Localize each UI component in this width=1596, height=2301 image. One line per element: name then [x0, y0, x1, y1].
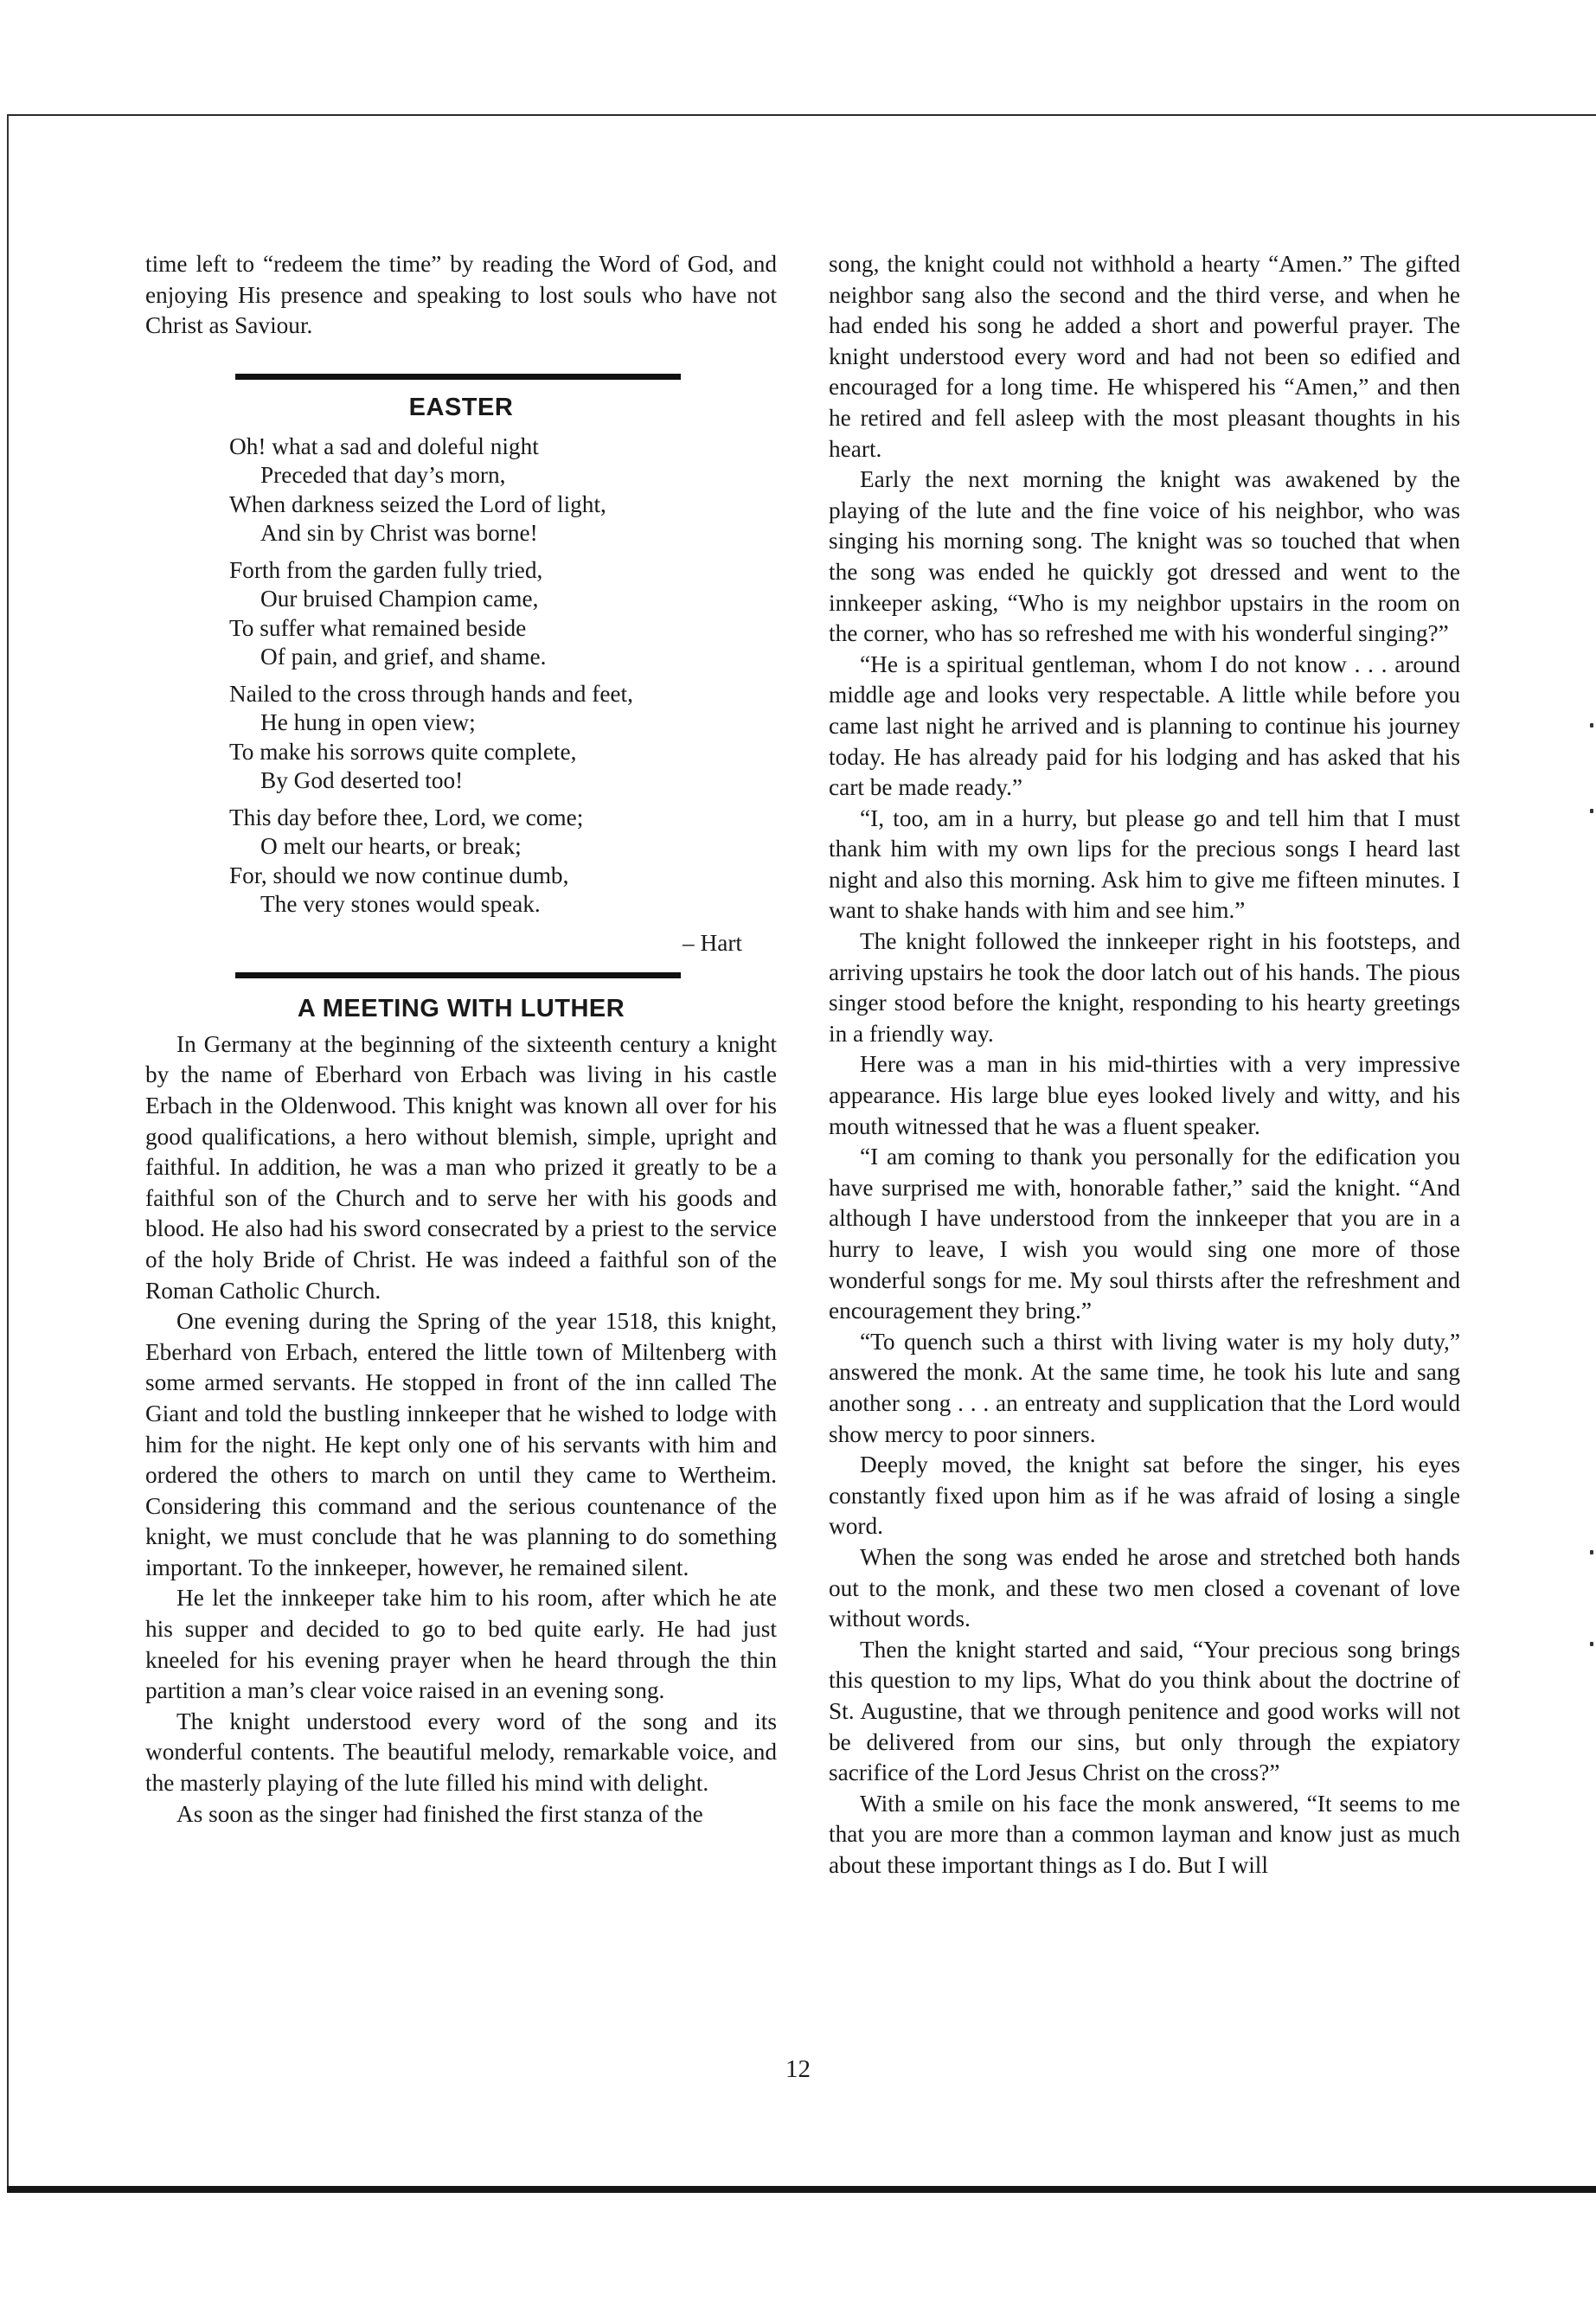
article-paragraph: With a smile on his face the monk answered, “It seems to me that you are more than a common layman and know just as much about these important things as I do. But I will [829, 1790, 1460, 1878]
poem [229, 433, 777, 920]
poem-line: O melt our hearts, or break; [260, 833, 522, 860]
scan-speck [1590, 809, 1593, 813]
article-paragraph: “He is a spiritual gentleman, whom I do not know . . . around middle age and looks very respectable. A little while before you came last night he arrived and is planning to continue his journey today. He has already paid for his lodging and has asked that his cart be made ready.” [829, 651, 1460, 801]
poem-line: Our bruised Champion came, [260, 586, 539, 612]
poem-line: To make his sorrows quite complete, [229, 738, 577, 765]
intro-paragraph: time left to “redeem the time” by reading the Word of God, and enjoying His presence and speaking to lost souls who have not Christ as Saviour. [145, 251, 777, 339]
poem-stanza [229, 433, 777, 548]
poem-title: EASTER [408, 393, 514, 421]
poem-attribution: – Hart [683, 929, 742, 956]
article-paragraph: In Germany at the beginning of the sixteenth century a knight by the name of Eberhard von Erbach was living in his castle Erbach in the Oldenwood. This knight was known all over for his good qualifications, a hero without blemish, simple, upright and faithful. In addition, he was a man who prized it greatly to be a faithful son of the Church and to serve her with his goods and blood. He also had his sword consecrated by a priest to the service of the holy Bride of Christ. He was indeed a faithful son of the Roman Catholic Church. [145, 1030, 777, 1304]
article-paragraph: song, the knight could not withhold a hearty “Amen.” The gifted neighbor sang also the second and the third verse, and when he had ended his song he added a short and powerful prayer. The knight understood every word and had not been so edified and encouraged for a long time. He whispered his “Amen,” and then he retired and fell asleep with the most pleasant thoughts in his heart. [829, 251, 1460, 462]
right-column [829, 249, 1460, 1881]
poem-line: For, should we now continue dumb, [229, 862, 569, 888]
article-paragraph: Here was a man in his mid-thirties with a very impressive appearance. His large blue eyes looked lively and witty, and his mouth witnessed that he was a fluent speaker. [829, 1051, 1460, 1139]
poem-line: This day before thee, Lord, we come; [229, 804, 584, 830]
article-paragraph: When the song was ended he arose and stretched both hands out to the monk, and these two men closed a covenant of love without words. [829, 1543, 1460, 1632]
article-paragraph: The knight understood every word of the song and its wonderful contents. The beautiful melody, remarkable voice, and the masterly playing of the lute filled his mind with delight. [145, 1708, 777, 1797]
article-paragraph: “To quench such a thirst with living water is my holy duty,” answered the monk. At the same time, he took his lute and sang another song . . . an entreaty and supplication that the Lord would show mercy to poor sinners. [829, 1328, 1460, 1447]
article-paragraph: One evening during the Spring of the year 1518, this knight, Eberhard von Erbach, entered the little town of Miltenberg with some armed servants. He stopped in front of the inn called The Giant and told the bustling innkeeper that he wished to lodge with him for the night. He kept only one of his servants with him and ordered the others to march on until they came to Wertheim. Considering this command and the serious countenance of the knight, we must conclude that he was planning to do something important. To the innkeeper, however, he remained silent. [145, 1308, 777, 1580]
article-paragraph: Early the next morning the knight was awakened by the playing of the lute and the fine voice of his neighbor, who was singing his morning song. The knight was so touched that when the song was ended he quickly got dressed and went to the innkeeper asking, “Who is my neighbor upstairs in the room on the corner, who has so refreshed me with his wonderful singing?” [829, 466, 1460, 647]
article-paragraph: The knight followed the innkeeper right in his footsteps, and arriving upstairs he took the door latch out of his hands. The pious singer stood before the knight, responding to his hearty greetings in a friendly way. [829, 928, 1460, 1047]
poem-stanza [229, 804, 777, 920]
poem-line: He hung in open view; [260, 709, 476, 736]
article-paragraph: “I, too, am in a hurry, but please go and tell him that I must thank him with my own lips for the precious songs I heard last night and also this morning. Ask him to give me fifteen minutes. I want to shake hands with him and see him.” [829, 804, 1460, 924]
poem-line: To suffer what remained beside [229, 614, 527, 641]
page-bottom-edge [7, 2186, 1596, 2193]
poem-line: Oh! what a sad and doleful night [229, 433, 539, 459]
article-paragraph: “I am coming to thank you personally for the edification you have surprised me with, honorable father,” said the knight. “And although I have understood from the innkeeper that you are in a hurry to leave, I wish you would sing one more of those wonderful songs for me. My soul thirsts after the refreshment and encouragement they bring.” [829, 1144, 1460, 1324]
scan-speck [1590, 723, 1593, 727]
page-left-edge [7, 114, 9, 2186]
left-column [145, 249, 777, 1830]
page-top-edge [7, 114, 1596, 116]
poem-line: And sin by Christ was borne! [260, 520, 538, 547]
article-paragraph: As soon as the singer had finished the first stanza of the [176, 1800, 703, 1827]
section-divider [235, 972, 681, 978]
scan-speck [1590, 1550, 1593, 1554]
poem-line: Nailed to the cross through hands and feet, [229, 680, 633, 707]
poem-line: By God deserted too! [260, 767, 464, 794]
poem-line: Forth from the garden fully tried, [229, 556, 543, 583]
poem-line: The very stones would speak. [260, 891, 541, 918]
poem-stanza [229, 680, 777, 796]
scan-speck [1590, 1642, 1593, 1646]
poem-line: When darkness seized the Lord of light, [229, 490, 606, 517]
page-number: 12 [785, 2055, 811, 2083]
poem-line: Preceded that day’s morn, [260, 462, 506, 489]
article-title: A MEETING WITH LUTHER [297, 994, 625, 1022]
article-paragraph: He let the innkeeper take him to his room, after which he ate his supper and decided to go to bed quite early. He had just kneeled for his evening prayer when he heard through the thin partition a man’s clear voice raised in an evening song. [145, 1585, 777, 1704]
section-divider [235, 374, 681, 380]
article-paragraph: Then the knight started and said, “Your precious song brings this question to my lips, What do you think about the doctrine of St. Augustine, that we through penitence and good works will not be delivered from our sins, but only through the expiatory sacrifice of the Lord Jesus Christ on the cross?” [829, 1636, 1460, 1786]
poem-stanza [229, 556, 777, 672]
article-paragraph: Deeply moved, the knight sat before the singer, his eyes constantly fixed upon him as if he was afraid of losing a single word. [829, 1452, 1460, 1540]
poem-line: Of pain, and grief, and shame. [260, 644, 547, 670]
